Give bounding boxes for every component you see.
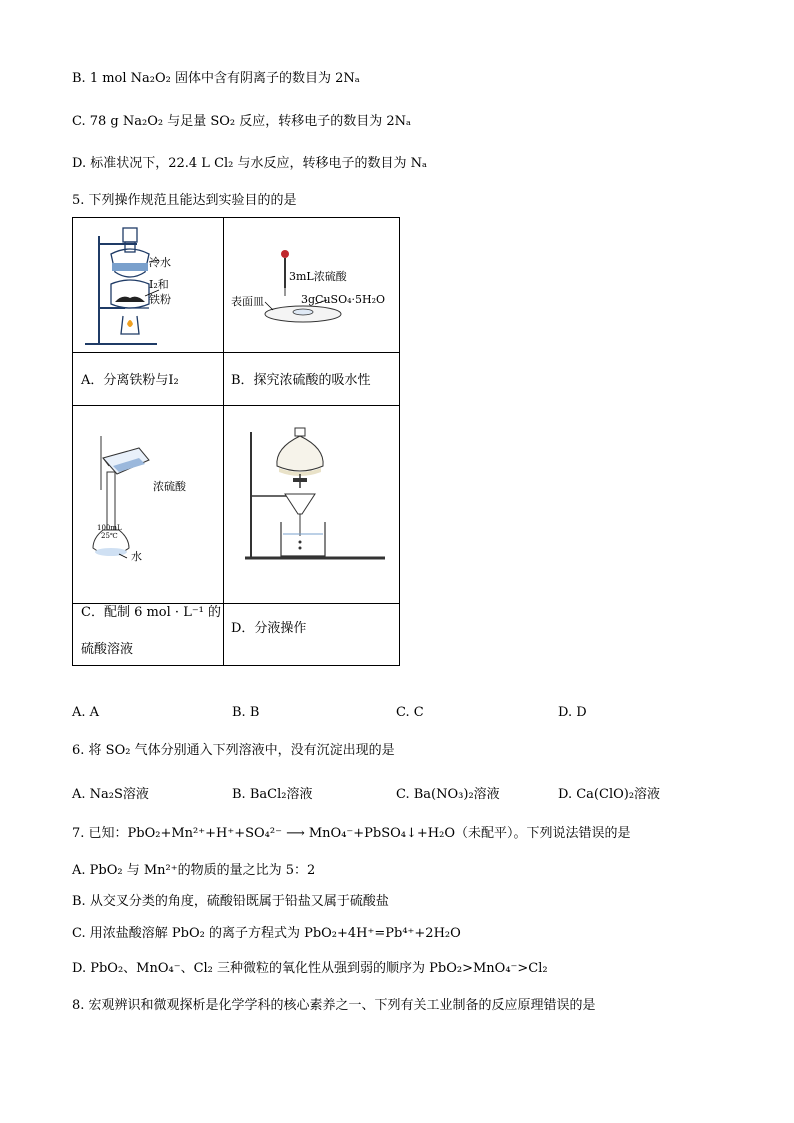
label-conc-sulfuric-pour: 浓硫酸 [153,480,186,493]
label-water: 水 [131,550,142,563]
label-iodine: I₂和 [149,278,169,291]
cell-d-label: D．分液操作 [231,621,307,636]
table-divider [73,405,399,406]
label-flask-temp: 25℃ [101,532,118,540]
q6-stem: 6. 将 SO₂ 气体分别通入下列溶液中，没有沉淀出现的是 [72,743,395,758]
q7-option-d: D. PbO₂、MnO₄⁻、Cl₂ 三种微粒的氧化性从强到弱的顺序为 PbO₂>MnO₄⁻>Cl₂ [72,961,548,976]
q6-option-c: C. Ba(NO₃)₂溶液 [396,787,500,802]
label-cold-water: 冷水 [149,256,171,269]
q5-stem: 5. 下列操作规范且能达到实验目的的是 [72,193,297,208]
separatory-funnel-figure [235,418,395,568]
cell-a-label: A．分离铁粉与I₂ [81,373,179,388]
q7-stem: 7. 已知：PbO₂+Mn²⁺+H⁺+SO₄²⁻ ⟶ MnO₄⁻+PbSO₄↓+H₂O（未配平）。下列说法错误的是 [72,826,631,841]
q7-option-c: C. 用浓盐酸溶解 PbO₂ 的离子方程式为 PbO₂+4H⁺=Pb⁴⁺+2H₂O [72,926,461,941]
q8-stem: 8. 宏观辨识和微观探析是化学学科的核心素养之一、下列有关工业制备的反应原理错误的是 [72,998,596,1013]
q5-option-b: B. B [232,705,260,720]
q5-option-a: A. A [72,705,100,720]
q5-option-c: C. C [396,705,424,720]
q6-options [72,783,712,803]
label-copper-sulfate: 3gCuSO₄·5H₂O [301,293,386,306]
q6-option-d: D. Ca(ClO)₂溶液 [558,787,661,802]
dropper-watch-glass-figure [233,246,397,326]
q4-option-c: C. 78 g Na₂O₂ 与足量 SO₂ 反应，转移电子的数目为 2Nₐ [72,114,412,129]
cell-b-label: B．探究浓硫酸的吸水性 [231,373,371,388]
label-iron-powder: 铁粉 [149,293,171,306]
q5-figure-table [72,217,400,666]
q4-option-d: D. 标准状况下，22.4 L Cl₂ 与水反应，转移电子的数目为 Nₐ [72,156,428,171]
q7-option-a: A. PbO₂ 与 Mn²⁺的物质的量之比为 5：2 [72,863,316,878]
label-conc-sulfuric: 3mL浓硫酸 [289,270,347,283]
q7-option-b: B. 从交叉分类的角度，硫酸铅既属于铅盐又属于硫酸盐 [72,894,389,909]
q6-option-a: A. Na₂S溶液 [72,787,149,802]
cell-c-label: C．配制 6 mol · L⁻¹ 的 [81,605,222,620]
q4-option-b: B. 1 mol Na₂O₂ 固体中含有阴离子的数目为 2Nₐ [72,71,360,86]
q5-options [72,705,712,723]
cell-c-label-2: 硫酸溶液 [81,642,134,657]
label-flask-volume: 100mL [97,524,122,532]
volumetric-flask-figure [83,430,203,560]
table-divider [73,352,399,353]
label-watch-glass: 表面皿 [231,295,264,308]
table-divider [223,218,224,665]
q6-option-b: B. BaCl₂溶液 [232,787,313,802]
q5-option-d: D. D [558,705,587,720]
